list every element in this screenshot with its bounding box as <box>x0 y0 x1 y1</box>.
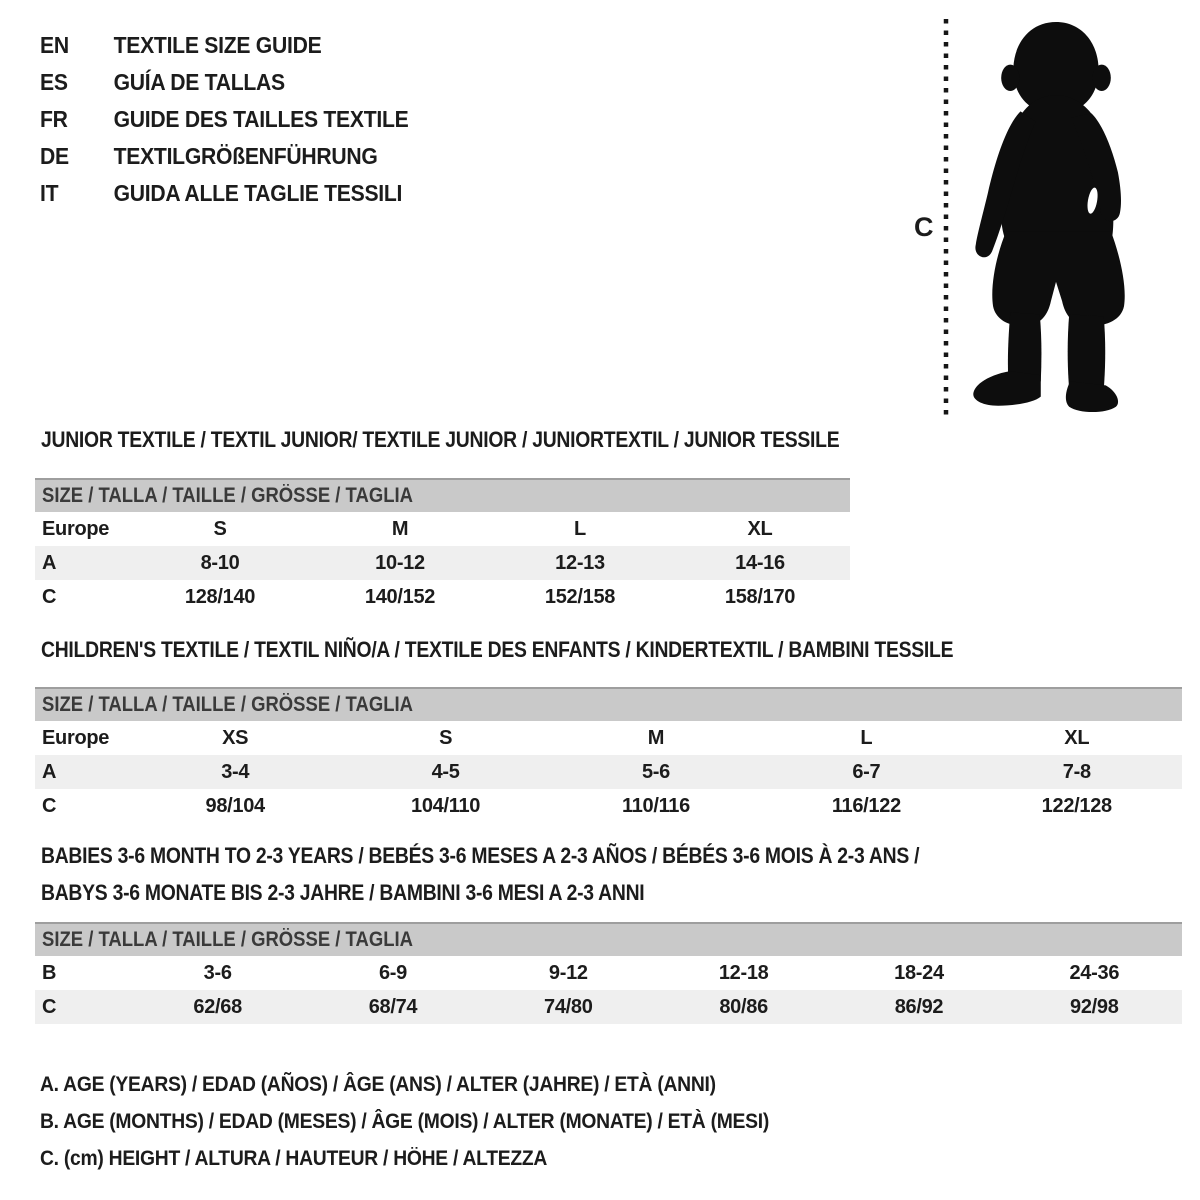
size-cell: XS <box>222 726 249 749</box>
section-babies-textile <box>35 844 1182 1024</box>
size-cell: XL <box>1064 726 1090 749</box>
months-cell: 18-24 <box>894 961 944 984</box>
row-label: Europe <box>42 726 110 749</box>
row-label: A <box>42 760 57 783</box>
size-cell: M <box>647 726 665 749</box>
height-cell: 68/74 <box>368 995 418 1018</box>
lang-code: EN <box>40 32 69 58</box>
size-cell: L <box>860 726 873 749</box>
lang-row-es <box>40 64 441 101</box>
table-row-age <box>35 755 1182 789</box>
row-label: C <box>42 794 57 817</box>
age-cell: 5-6 <box>641 760 670 783</box>
height-dashed-line-icon <box>942 16 950 424</box>
height-cell: 98/104 <box>205 794 265 817</box>
lang-label: TEXTILGRÖßENFÜHRUNG <box>113 143 378 169</box>
measure-legend <box>40 1066 832 1177</box>
row-label: Europe <box>42 517 110 540</box>
height-cell: 110/116 <box>621 794 690 817</box>
babies-section-title-line2: BABYS 3-6 MONATE BIS 2-3 JAHRE / BAMBINI 3-6 MESI A 2-3 ANNI <box>41 880 645 905</box>
table-row-months <box>35 956 1182 990</box>
height-cell: 74/80 <box>544 995 593 1018</box>
lang-label: TEXTILE SIZE GUIDE <box>113 32 322 58</box>
size-cell: XL <box>747 517 773 540</box>
lang-code: ES <box>40 69 68 95</box>
lang-code: DE <box>40 143 69 169</box>
children-size-table <box>35 721 1182 823</box>
age-cell: 14-16 <box>735 551 785 574</box>
height-cell: 62/68 <box>193 995 242 1018</box>
lang-label: GUIDE DES TAILLES TEXTILE <box>113 106 409 132</box>
height-measure-label: C <box>914 212 934 242</box>
toddler-silhouette-icon <box>956 20 1156 426</box>
height-cell: 158/170 <box>724 585 796 608</box>
lang-row-en <box>40 27 441 64</box>
height-cell: 92/98 <box>1070 995 1119 1018</box>
months-cell: 24-36 <box>1069 961 1120 984</box>
section-junior-textile <box>35 428 850 614</box>
table-row-height <box>35 580 850 614</box>
age-cell: 6-7 <box>852 760 881 783</box>
children-size-header-bar: SIZE / TALLA / TAILLE / GRÖSSE / TAGLIA <box>35 687 1182 721</box>
age-cell: 4-5 <box>431 760 460 783</box>
size-cell: L <box>574 517 586 540</box>
height-cell: 86/92 <box>894 995 944 1018</box>
height-cell: 122/128 <box>1041 794 1112 817</box>
junior-section-title: JUNIOR TEXTILE / TEXTIL JUNIOR/ TEXTILE JUNIOR / JUNIORTEXTIL / JUNIOR TESSILE <box>41 427 840 452</box>
months-cell: 9-12 <box>548 961 588 984</box>
height-cell: 140/152 <box>364 585 436 608</box>
table-row-europe <box>35 721 1182 755</box>
babies-size-table <box>35 956 1182 1024</box>
age-cell: 12-13 <box>555 551 605 574</box>
legend-line-b: B. AGE (MONTHS) / EDAD (MESES) / ÂGE (MOIS) / ALTER (MONATE) / ETÀ (MESI) <box>40 1110 770 1133</box>
section-childrens-textile <box>35 638 1182 823</box>
age-cell: 3-4 <box>221 760 250 783</box>
size-cell: S <box>439 726 453 749</box>
age-cell: 7-8 <box>1062 760 1091 783</box>
junior-size-table <box>35 512 850 614</box>
legend-line-c: C. (cm) HEIGHT / ALTURA / HAUTEUR / HÖHE / ALTEZZA <box>40 1147 548 1170</box>
lang-row-fr <box>40 101 441 138</box>
table-row-height <box>35 789 1182 823</box>
lang-label: GUÍA DE TALLAS <box>113 69 285 95</box>
table-row-age <box>35 546 850 580</box>
height-cell: 116/122 <box>831 794 901 817</box>
lang-code: FR <box>40 106 68 132</box>
lang-code: IT <box>40 180 59 206</box>
children-section-title: CHILDREN'S TEXTILE / TEXTIL NIÑO/A / TEXTILE DES ENFANTS / KINDERTEXTIL / BAMBINI TESSILE <box>41 637 954 662</box>
size-cell: M <box>391 517 409 540</box>
row-label: B <box>42 961 57 984</box>
row-label: A <box>42 551 57 574</box>
lang-row-it <box>40 175 441 212</box>
age-cell: 8-10 <box>200 551 240 574</box>
size-cell: S <box>213 517 227 540</box>
legend-line-a: A. AGE (YEARS) / EDAD (AÑOS) / ÂGE (ANS) / ALTER (JAHRE) / ETÀ (ANNI) <box>40 1073 716 1096</box>
language-title-list <box>40 27 441 212</box>
table-row-europe <box>35 512 850 546</box>
row-label: C <box>42 585 57 608</box>
junior-size-header-bar: SIZE / TALLA / TAILLE / GRÖSSE / TAGLIA <box>35 478 850 512</box>
height-cell: 128/140 <box>184 585 256 608</box>
babies-section-title-line1: BABIES 3-6 MONTH TO 2-3 YEARS / BEBÉS 3-6 MESES A 2-3 AÑOS / BÉBÉS 3-6 MOIS À 2-3 ANS / <box>41 843 920 868</box>
row-label: C <box>42 995 57 1018</box>
babies-size-header-bar: SIZE / TALLA / TAILLE / GRÖSSE / TAGLIA <box>35 922 1182 956</box>
table-row-height <box>35 990 1182 1024</box>
months-cell: 3-6 <box>203 961 232 984</box>
age-cell: 10-12 <box>375 551 425 574</box>
months-cell: 12-18 <box>718 961 769 984</box>
months-cell: 6-9 <box>378 961 407 984</box>
lang-label: GUIDA ALLE TAGLIE TESSILI <box>113 180 403 206</box>
lang-row-de <box>40 138 441 175</box>
height-cell: 152/158 <box>544 585 616 608</box>
height-cell: 80/86 <box>719 995 768 1018</box>
height-measure-figure <box>900 8 1180 433</box>
height-cell: 104/110 <box>411 794 481 817</box>
